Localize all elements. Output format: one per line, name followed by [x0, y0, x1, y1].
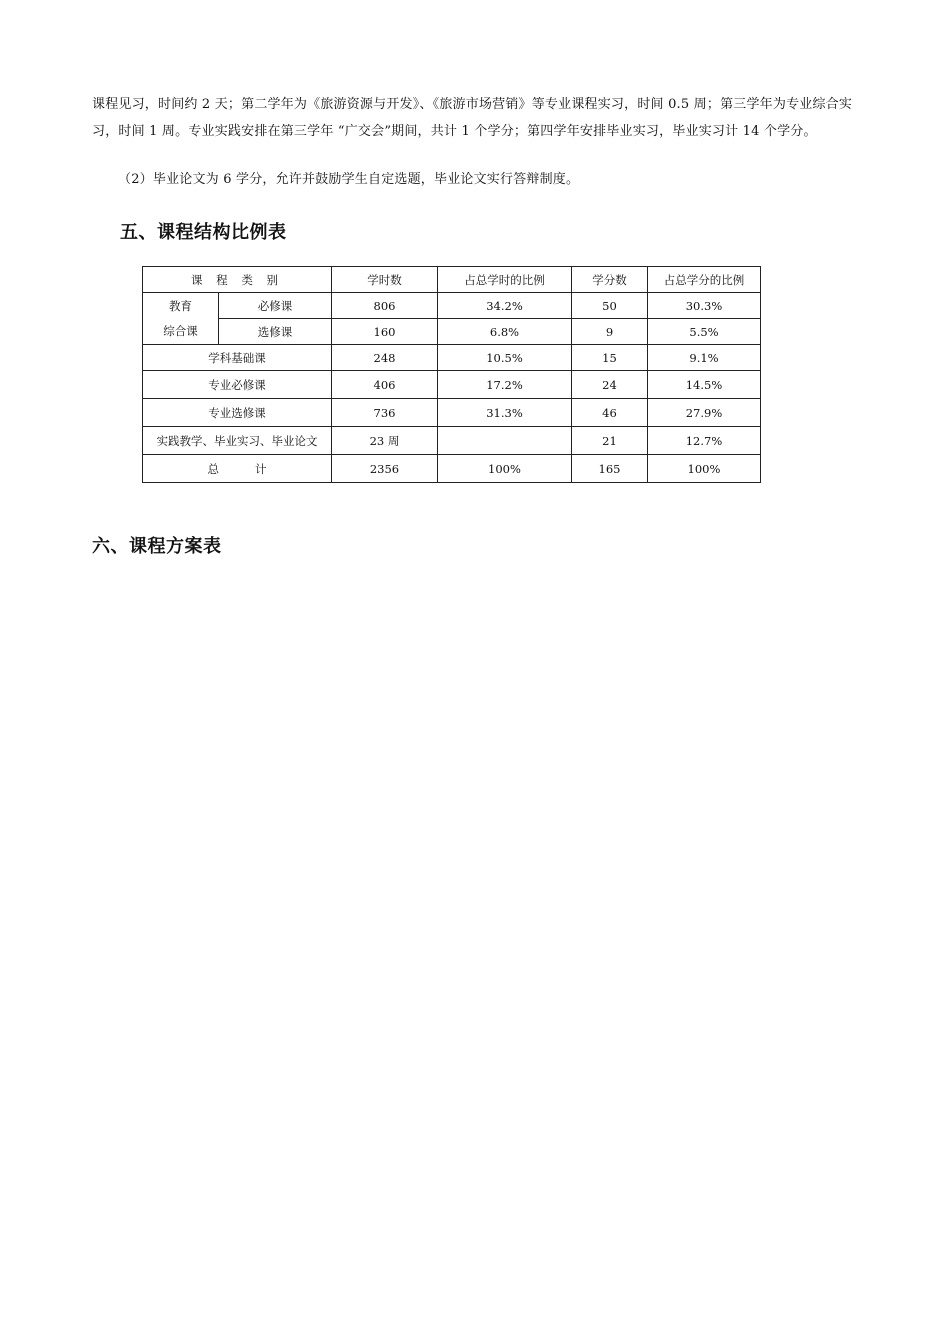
row-credits-ratio: 27.9%	[648, 399, 761, 427]
table-total-row	[143, 455, 761, 483]
table-row	[143, 345, 761, 371]
row-hours: 248	[332, 345, 438, 371]
group-label-general-education	[143, 293, 219, 345]
group-label-line2: 综合课	[163, 323, 198, 338]
row-hours: 23 周	[332, 427, 438, 455]
row-name: 实践教学、毕业实习、毕业论文	[143, 427, 332, 455]
row-credits-ratio: 14.5%	[648, 371, 761, 399]
total-hours-ratio: 100%	[438, 455, 572, 483]
row-hours-ratio: 31.3%	[438, 399, 572, 427]
row-hours: 806	[332, 293, 438, 319]
row-name: 专业选修课	[143, 399, 332, 427]
total-label	[143, 455, 332, 483]
row-credits: 15	[572, 345, 648, 371]
table-row	[143, 319, 761, 345]
row-credits-ratio: 12.7%	[648, 427, 761, 455]
table-row	[143, 371, 761, 399]
row-name: 专业必修课	[143, 371, 332, 399]
row-hours-ratio	[438, 427, 572, 455]
row-name: 必修课	[219, 293, 332, 319]
total-hours: 2356	[332, 455, 438, 483]
row-name: 学科基础课	[143, 345, 332, 371]
row-name: 选修课	[219, 319, 332, 345]
row-credits: 24	[572, 371, 648, 399]
row-hours-ratio: 6.8%	[438, 319, 572, 345]
row-credits-ratio: 9.1%	[648, 345, 761, 371]
paragraph-thesis: （2）毕业论文为 6 学分，允许并鼓励学生自定选题，毕业论文实行答辩制度。	[118, 172, 580, 187]
total-credits: 165	[572, 455, 648, 483]
row-hours-ratio: 17.2%	[438, 371, 572, 399]
row-credits: 21	[572, 427, 648, 455]
row-credits-ratio: 30.3%	[648, 293, 761, 319]
table-header-row	[143, 267, 761, 293]
total-label-a: 总	[207, 461, 219, 476]
row-credits-ratio: 5.5%	[648, 319, 761, 345]
table-row	[143, 293, 761, 319]
table-row	[143, 399, 761, 427]
paragraph-practice-schedule: 课程见习，时间约 2 天；第二学年为《旅游资源与开发》、《旅游市场营销》等专业课程实习，时间 0.5 周；第三学年为专业综合实习，时间 1 周。专业实践安排在第三学年 “广交会”期间，共计 1 个学分；第四学年安排毕业实习，毕业实习计 14 个学分。	[92, 97, 853, 139]
group-label-line1: 教育	[169, 298, 192, 313]
total-credits-ratio: 100%	[648, 455, 761, 483]
row-credits: 50	[572, 293, 648, 319]
row-hours-ratio: 10.5%	[438, 345, 572, 371]
header-hours-ratio: 占总学时的比例	[438, 267, 572, 293]
course-structure-table	[142, 266, 761, 483]
header-category: 课 程 类 别	[143, 267, 332, 293]
row-hours: 736	[332, 399, 438, 427]
section-5-title: 五、课程结构比例表	[120, 222, 287, 243]
table-row	[143, 427, 761, 455]
header-credits: 学分数	[572, 267, 648, 293]
row-hours-ratio: 34.2%	[438, 293, 572, 319]
total-label-b: 计	[255, 461, 267, 476]
header-credits-ratio: 占总学分的比例	[648, 267, 761, 293]
row-credits: 9	[572, 319, 648, 345]
section-6-title: 六、课程方案表	[92, 536, 222, 557]
row-hours: 406	[332, 371, 438, 399]
row-hours: 160	[332, 319, 438, 345]
header-hours: 学时数	[332, 267, 438, 293]
row-credits: 46	[572, 399, 648, 427]
